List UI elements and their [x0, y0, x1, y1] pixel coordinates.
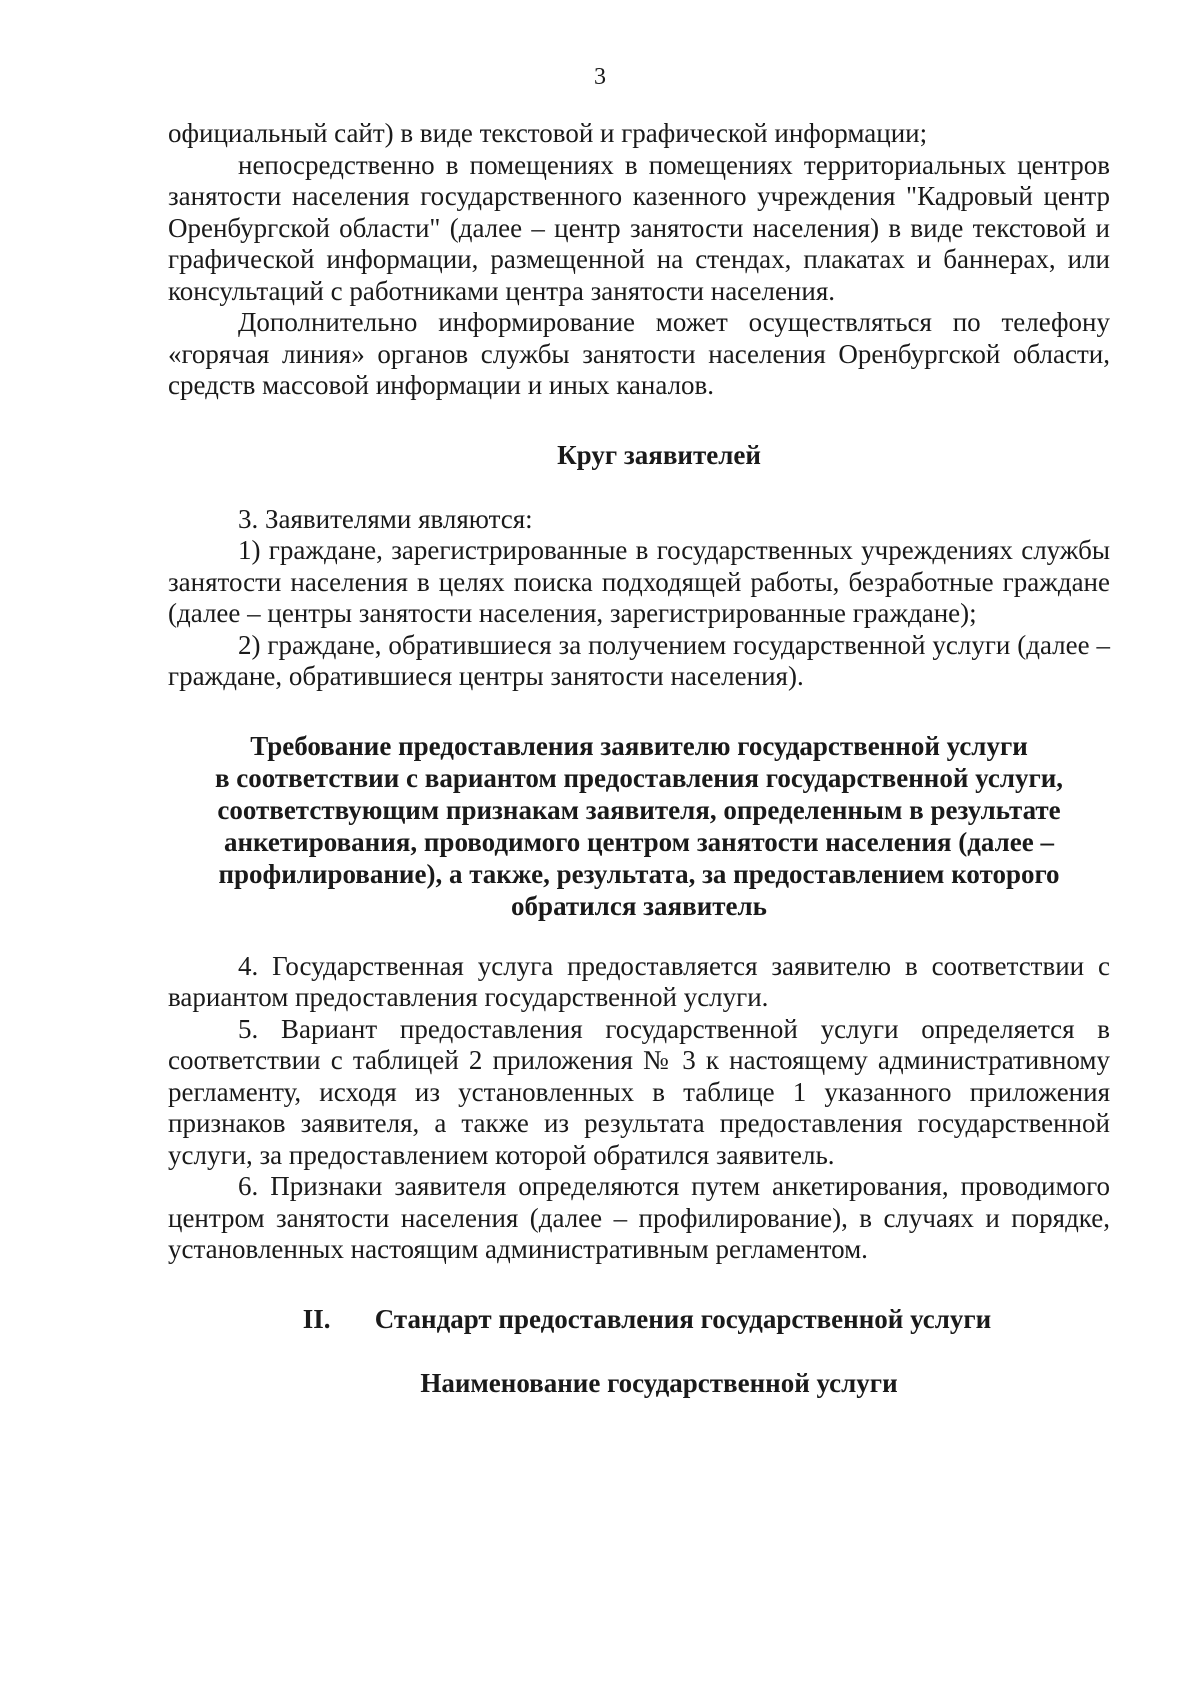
- section-number: II.: [302, 1303, 331, 1334]
- heading-requirement-line: профилирование), а также, результата, за предоставлением которого: [218, 858, 1060, 889]
- heading-requirement-line: в соответствии с вариантом предоставления государственной услуги,: [214, 762, 1064, 793]
- heading-requirement-line: анкетирования, проводимого центром занятости населения (далее –: [223, 826, 1054, 857]
- heading-requirement-line: обратился заявитель: [511, 890, 767, 921]
- page-number: 3: [594, 64, 606, 90]
- paragraph-applicants-intro: 3. Заявителями являются:: [238, 503, 533, 534]
- document-body: [168, 118, 1110, 1399]
- heading-requirement: [168, 730, 1110, 922]
- paragraph-official-site: официальный сайт) в виде текстовой и графической информации;: [168, 118, 928, 148]
- paragraph-premises: непосредственно в помещениях в помещениях территориальных центров занятости населения государственного казенного учреждения "Кадровый центр Оренбургской области" (далее – центр занятости населения) в виде текстовой и графической информации, размещенной на стендах, плакатах и баннерах, или консультаций с работниками центра занятости населения.: [168, 149, 1110, 306]
- heading-service-name: Наименование государственной услуги: [420, 1367, 898, 1398]
- paragraph-applicants-item-2: 2) граждане, обратившиеся за получением государственной услуги (далее – граждане, обратившиеся центры занятости населения).: [168, 629, 1110, 691]
- section-heading: [168, 1303, 1110, 1335]
- paragraph-additional-info: Дополнительно информирование может осуществляться по телефону «горячая линия» органов службы занятости населения Оренбургской области, средств массовой информации и иных каналов.: [168, 307, 1110, 400]
- heading-requirement-line: соответствующим признакам заявителя, определенным в результате: [217, 794, 1061, 825]
- heading-requirement-line: Требование предоставления заявителю государственной услуги: [250, 730, 1028, 761]
- paragraph-item-6: 6. Признаки заявителя определяются путем анкетирования, проводимого центром занятости населения (далее – профилирование), в случаях и порядке, установленных настоящим административным регламентом.: [168, 1171, 1110, 1264]
- section-title: Стандарт предоставления государственной услуги: [374, 1303, 992, 1334]
- paragraph-applicants-item-1: 1) граждане, зарегистрированные в государственных учреждениях службы занятости населения в целях поиска подходящей работы, безработные граждане (далее – центры занятости населения, зарегистрированные граждане);: [168, 535, 1110, 628]
- paragraph-item-5: 5. Вариант предоставления государственной услуги определяется в соответствии с таблицей 2 приложения № 3 к настоящему административному регламенту, исходя из установленных в таблице 1 указанного приложения признаков заявителя, а также из результата предоставления государственной услуги, за предоставлением которой обратился заявитель.: [168, 1013, 1110, 1170]
- paragraph-item-4: 4. Государственная услуга предоставляется заявителю в соответствии с вариантом предоставления государственной услуги.: [168, 950, 1110, 1012]
- heading-applicants: Круг заявителей: [557, 439, 761, 470]
